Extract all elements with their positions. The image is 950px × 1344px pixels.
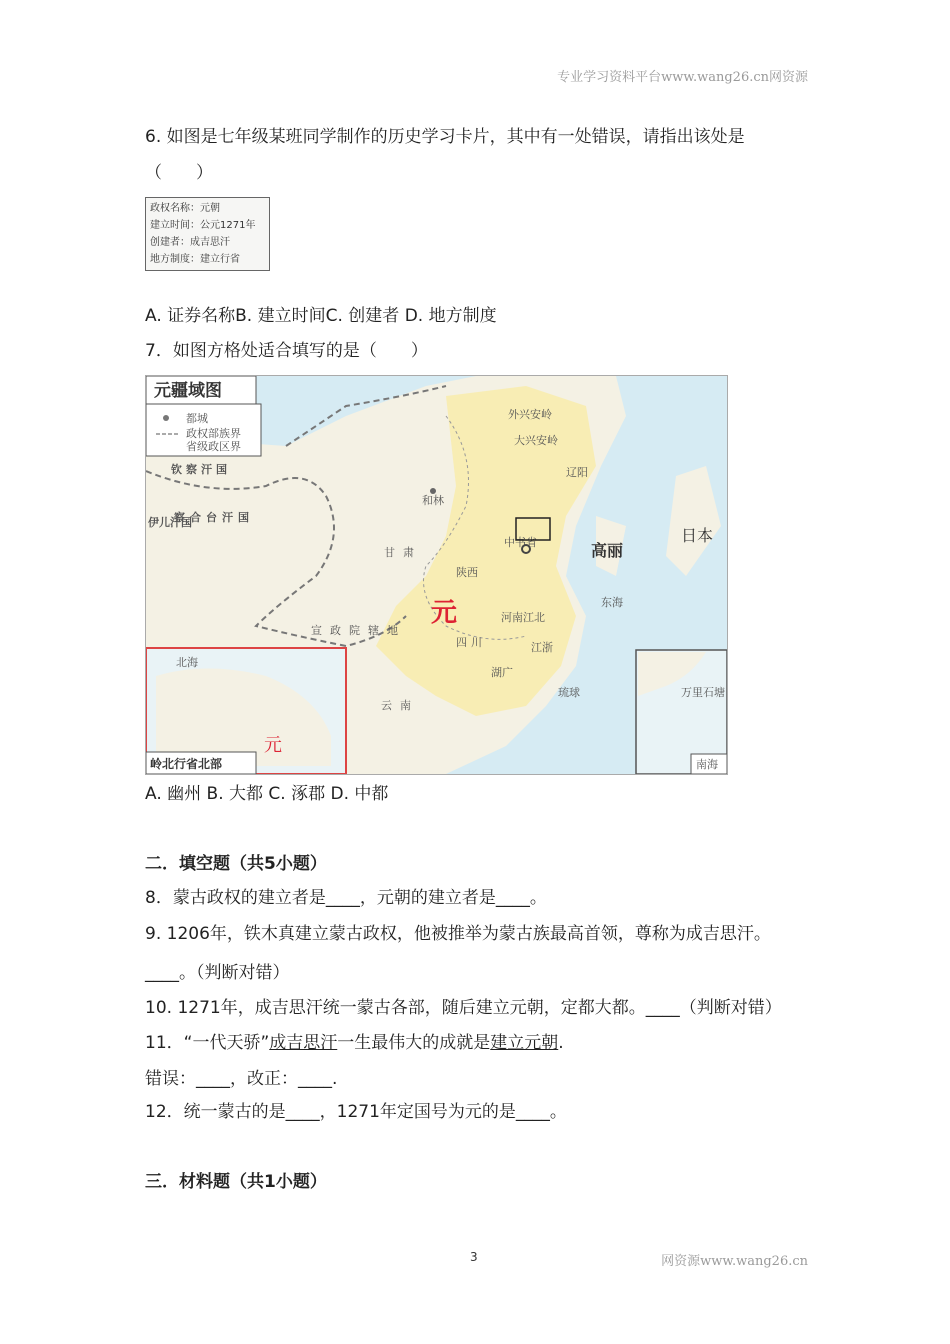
label-shanxi: 陕西 <box>456 566 478 579</box>
q6-paren: （ ） <box>145 163 213 183</box>
page-number: 3 <box>470 1250 478 1264</box>
q11-line1 <box>145 1032 564 1054</box>
legend-capital: 都城 <box>186 412 208 425</box>
label-henan: 河南江北 <box>501 611 545 624</box>
label-yuan-inset: 元 <box>264 735 282 756</box>
label-donghai: 东海 <box>601 596 623 609</box>
section3-title: 三．材料题（共1小题） <box>145 1172 327 1192</box>
helin-capital-dot <box>430 488 436 494</box>
q6-stem: 6. 如图是七年级某班同学制作的历史学习卡片，其中有一处错误，请指出该处是 <box>145 127 745 147</box>
header-watermark: 专业学习资料平台www.wang26.cn网资源 <box>557 70 808 85</box>
map-graphic <box>146 376 727 774</box>
label-lingbei: 岭北行省北部 <box>150 757 223 771</box>
map-title: 元疆域图 <box>154 381 222 401</box>
legend-border: 政权部族界 <box>186 427 241 440</box>
label-yuan: 元 <box>431 598 458 628</box>
card-line-4: 地方制度：建立行省 <box>150 254 240 265</box>
capital-legend-icon <box>163 415 169 421</box>
label-beihai: 北海 <box>176 656 198 669</box>
q11-underline-1: 成吉思汗 <box>269 1033 338 1053</box>
q11-line2: 错误：____，改正：____. <box>145 1069 338 1089</box>
label-xuanzheng: 宣政院辖地 <box>311 624 406 637</box>
label-chahetai: 察合台汗国 <box>174 511 254 524</box>
q9-line2: ____。（判断对错） <box>145 963 290 983</box>
label-wanli: 万里石塘 <box>681 686 725 699</box>
label-zhongshu: 中书省 <box>504 536 537 549</box>
q11-underline-2: 建立元朝 <box>490 1033 559 1053</box>
q8-text: 8．蒙古政权的建立者是____，元朝的建立者是____。 <box>145 888 547 908</box>
legend-province: 省级政区界 <box>186 440 241 453</box>
yuan-territory-map <box>145 375 728 775</box>
section2-title: 二．填空题（共5小题） <box>145 854 327 874</box>
label-helin: 和林 <box>422 494 444 507</box>
q9-line1: 9. 1206年，铁木真建立蒙古政权，他被推举为蒙古族最高首领，尊称为成吉思汗。 <box>145 924 771 944</box>
label-yier: 伊儿汗国 <box>148 516 192 529</box>
q11-prefix: 11．“一代天骄” <box>145 1033 270 1053</box>
label-jiangzhe: 江浙 <box>531 641 553 654</box>
footer-watermark: 网资源www.wang26.cn <box>661 1254 808 1269</box>
q12-text: 12．统一蒙古的是____，1271年定国号为元的是____。 <box>145 1102 567 1122</box>
q11-mid: 一生最伟大的成就是 <box>337 1033 491 1053</box>
card-line-2: 建立时间：公元1271年 <box>150 220 256 231</box>
history-card <box>145 197 270 271</box>
label-gaoli: 高丽 <box>591 541 624 560</box>
q6-options: A. 证券名称B. 建立时间C. 创建者 D. 地方制度 <box>145 306 497 326</box>
q7-stem: 7．如图方格处适合填写的是（ ） <box>145 341 428 361</box>
label-sichuan: 四川 <box>456 636 486 649</box>
card-line-3: 创建者：成吉思汗 <box>150 237 230 248</box>
label-huguang: 湖广 <box>491 666 513 679</box>
q11-suffix: . <box>558 1033 564 1053</box>
label-riben: 日本 <box>681 526 714 545</box>
label-liaoyang: 辽阳 <box>566 466 588 479</box>
q7-options: A. 幽州 B. 大都 C. 涿郡 D. 中都 <box>145 784 389 804</box>
q10-text: 10. 1271年，成吉思汗统一蒙古各部，随后建立元朝，定都大都。____（判断对错） <box>145 998 782 1018</box>
label-liuqiu: 琉球 <box>558 686 580 699</box>
card-line-1: 政权名称：元朝 <box>150 203 220 214</box>
label-waixing: 外兴安岭 <box>508 408 552 421</box>
label-yunnan: 云南 <box>381 699 419 712</box>
label-daxing: 大兴安岭 <box>514 434 558 447</box>
label-gansu: 甘肃 <box>384 546 422 559</box>
label-nanhai: 南海 <box>696 758 718 771</box>
label-qincha: 钦察汗国 <box>171 463 231 476</box>
